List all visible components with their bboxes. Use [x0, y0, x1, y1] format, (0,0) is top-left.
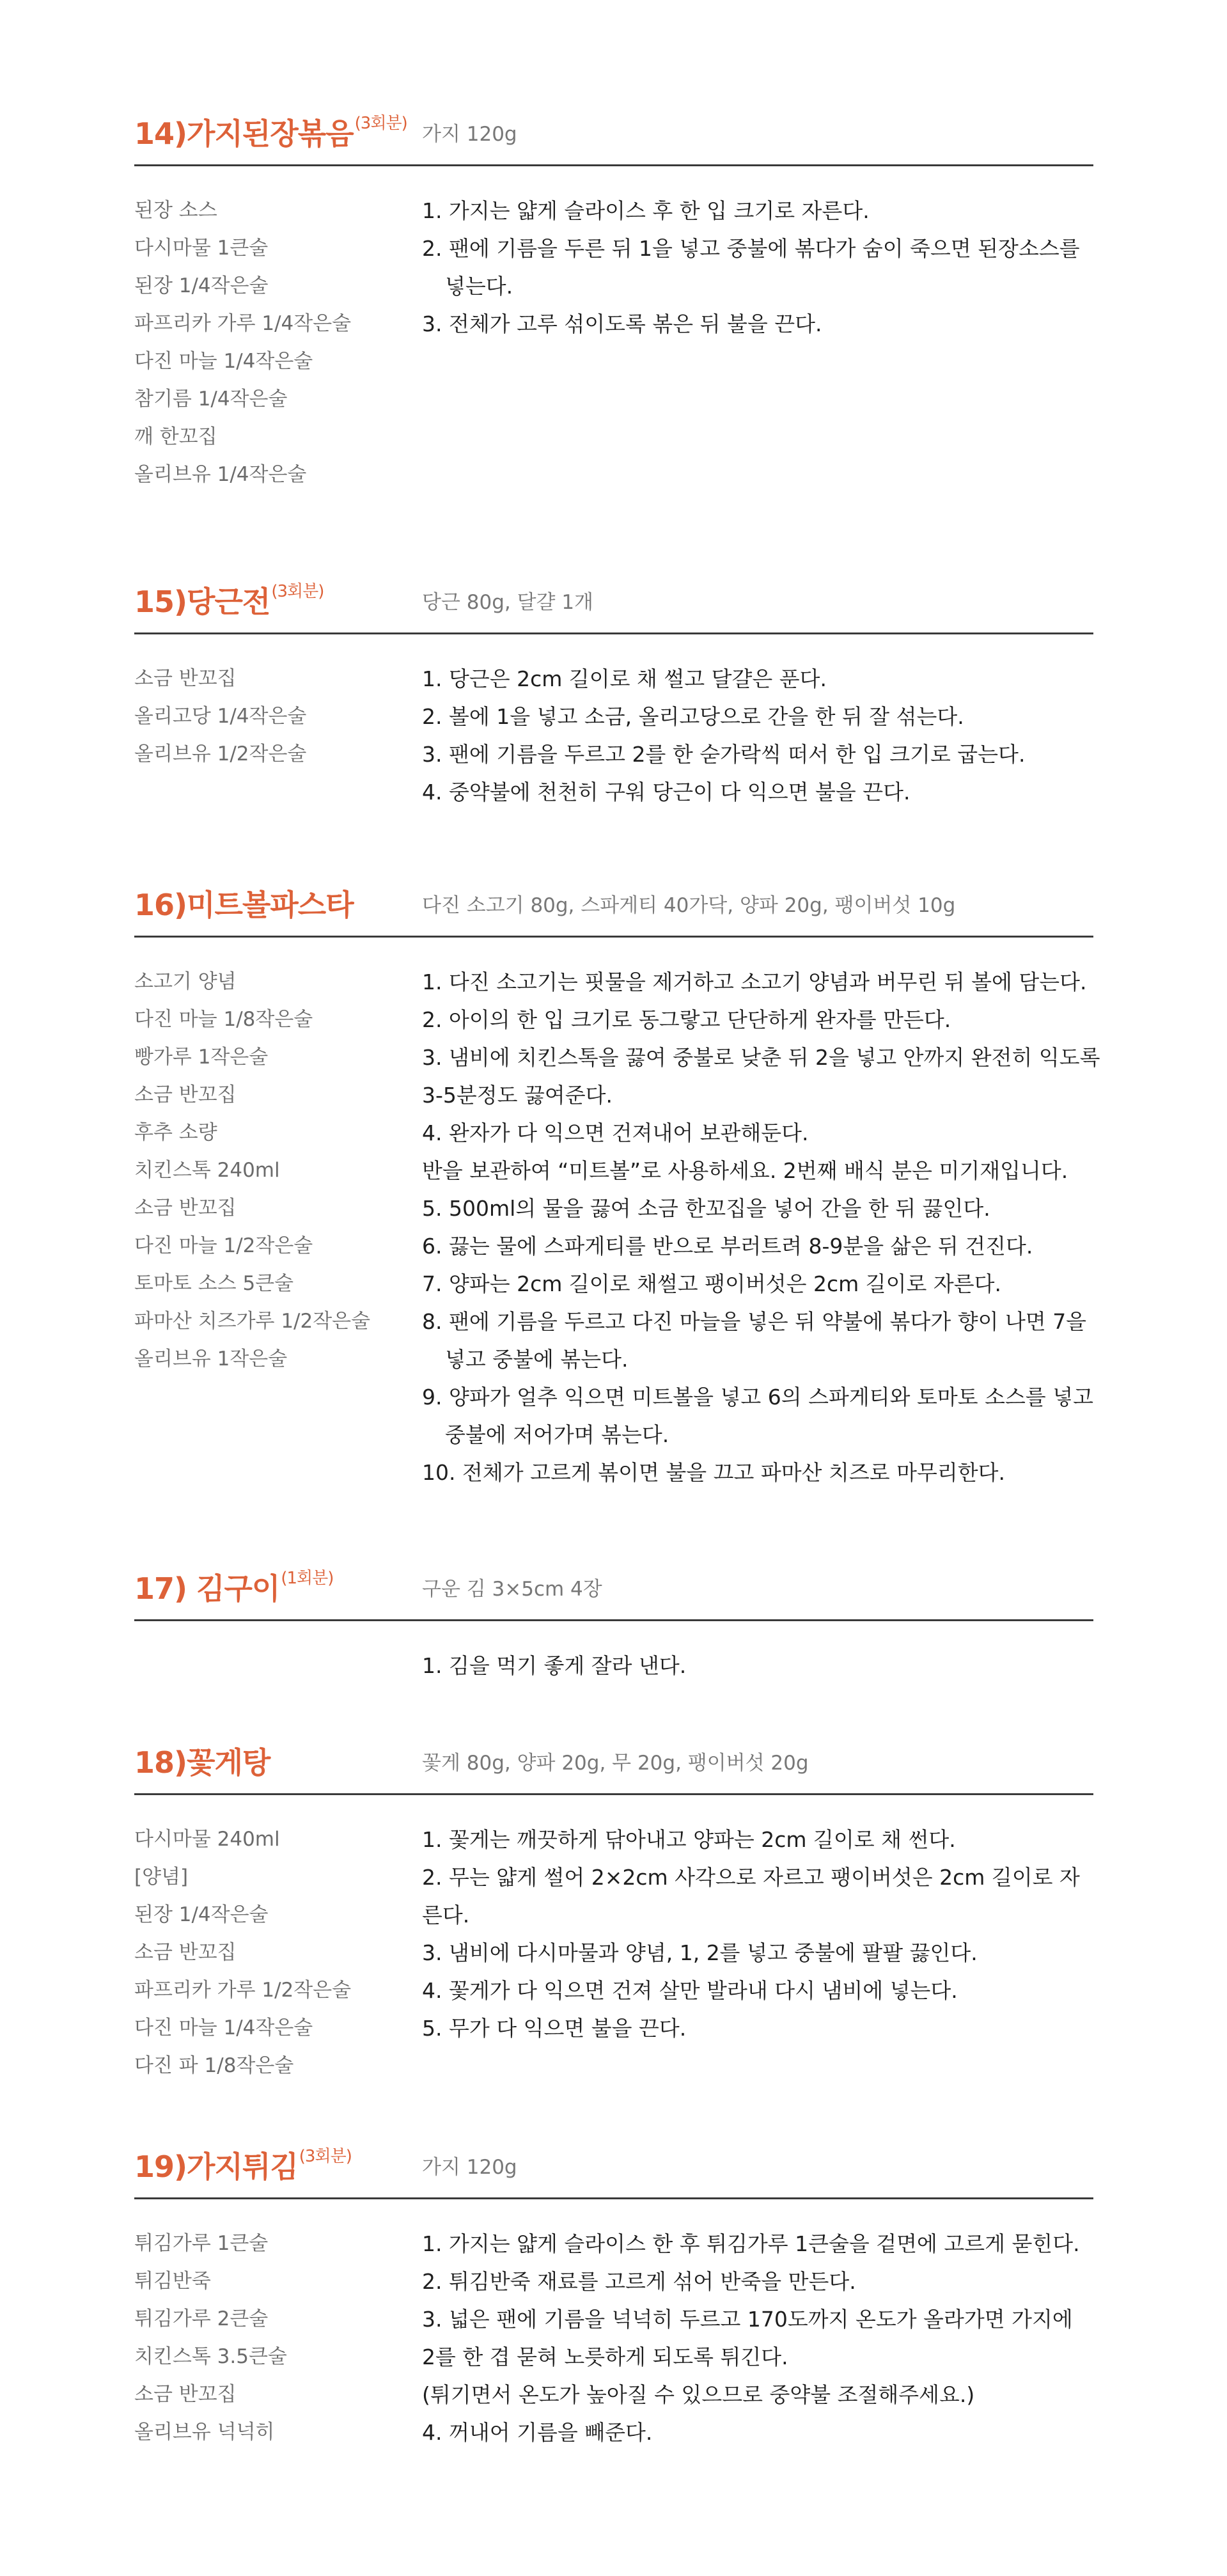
ingredient-list	[134, 660, 416, 773]
ingredient-item: 소금 반꼬집	[134, 1941, 237, 1964]
recipe-header	[134, 1570, 1093, 1621]
step-item: 9. 양파가 얼추 익으면 미트볼을 넣고 6의 스파게티와 토마토 소스를 넣고 중불에 저어가며 볶는다.	[422, 1378, 1100, 1454]
recipe-header	[134, 1744, 1093, 1795]
recipe-servings: (1회분)	[281, 1569, 334, 1588]
ingredient-list	[134, 192, 416, 494]
recipe-servings: (3회분)	[299, 2147, 352, 2166]
section-divider	[134, 1793, 1093, 1795]
step-list	[422, 660, 1100, 811]
ingredient-item: 튀김가루 1큰술	[134, 2232, 269, 2255]
ingredient-item: 올리브유 넉넉히	[134, 2421, 275, 2444]
step-item: 5. 500ml의 물을 끓여 소금 한꼬집을 넣어 간을 한 뒤 끓인다.	[422, 1196, 990, 1221]
step-continuation: 중불에 저어가며 볶는다.	[445, 1422, 669, 1447]
recipe-header	[134, 115, 1093, 166]
step-item: 2. 팬에 기름을 두른 뒤 1을 넣고 중불에 볶다가 숨이 죽으면 된장소스를 넣는다.	[422, 230, 1100, 305]
step-item: 3. 넓은 팬에 기름을 넉넉히 두르고 170도까지 온도가 올라가면 가지에	[422, 2307, 1073, 2332]
ingredient-item: 다시마물 1큰술	[134, 237, 269, 260]
recipe-section	[134, 114, 1093, 486]
section-divider	[134, 632, 1093, 634]
step-item: 4. 중약불에 천천히 구워 당근이 다 익으면 불을 끈다.	[422, 780, 910, 805]
step-item: 2. 튀김반죽 재료를 고르게 섞어 반죽을 만든다.	[422, 2269, 856, 2294]
step-item: 1. 가지는 얇게 슬라이스 한 후 튀김가루 1큰술을 겉면에 고르게 묻힌다.	[422, 2231, 1080, 2256]
section-divider	[134, 1619, 1093, 1621]
ingredient-item: 다진 마늘 1/4작은술	[134, 350, 313, 373]
step-item: 1. 꽃게는 깨끗하게 닦아내고 양파는 2cm 길이로 채 썬다.	[422, 1827, 956, 1852]
ingredient-item: 올리고당 1/4작은술	[134, 705, 307, 728]
step-list	[422, 192, 1100, 343]
step-continuation: 넣는다.	[445, 274, 513, 299]
recipe-title: 14)가지된장볶음$^{(3회분)}$	[134, 114, 407, 151]
ingredient-item: 튀김가루 2큰술	[134, 2307, 269, 2330]
ingredient-item: 소금 반꼬집	[134, 667, 237, 690]
ingredient-list	[134, 963, 416, 1378]
recipe-section	[134, 582, 1093, 805]
ingredient-list	[134, 2225, 416, 2451]
main-ingredients: 다진 소고기 80g, 스파게티 40가닥, 양파 20g, 팽이버섯 10g	[422, 894, 956, 917]
recipe-title: 16)미트볼파스타	[134, 888, 354, 922]
recipe-header	[134, 2148, 1093, 2199]
step-item: 른다.	[422, 1903, 470, 1928]
recipe-servings: (3회분)	[354, 114, 407, 133]
step-item: 1. 김을 먹기 좋게 잘라 낸다.	[422, 1653, 687, 1678]
step-list	[422, 963, 1100, 1491]
recipe-title: 15)당근전$^{(3회분)}$	[134, 582, 324, 619]
step-item: 1. 가지는 얇게 슬라이스 후 한 입 크기로 자른다.	[422, 198, 870, 223]
step-item: 6. 끓는 물에 스파게티를 반으로 부러트려 8-9분을 삶은 뒤 건진다.	[422, 1234, 1033, 1259]
step-continuation: 넣고 중불에 볶는다.	[445, 1347, 629, 1372]
step-note: 반을 보관하여 “미트볼”로 사용하세요. 2번째 배식 분은 미기재입니다.	[422, 1158, 1068, 1183]
step-item: 1. 다진 소고기는 핏물을 제거하고 소고기 양념과 버무린 뒤 볼에 담는다.	[422, 970, 1087, 994]
main-ingredients: 가지 120g	[422, 123, 517, 146]
ingredient-item: 다진 마늘 1/2작은술	[134, 1234, 313, 1257]
ingredient-item: 된장 1/4작은술	[134, 274, 269, 297]
ingredient-list	[134, 1821, 416, 2085]
ingredient-item: 튀김반죽	[134, 2270, 211, 2293]
recipe-section	[134, 2147, 1093, 2445]
ingredient-item: 다진 마늘 1/4작은술	[134, 2016, 313, 2039]
step-item: 1. 당근은 2cm 길이로 채 썰고 달걀은 푼다.	[422, 666, 827, 691]
step-item: 4. 꽃게가 다 익으면 건져 살만 발라내 다시 냄비에 넣는다.	[422, 1978, 958, 2003]
step-item: 7. 양파는 2cm 길이로 채썰고 팽이버섯은 2cm 길이로 자른다.	[422, 1271, 1002, 1296]
step-item: 5. 무가 다 익으면 불을 끈다.	[422, 2016, 687, 2041]
step-list	[422, 1647, 1100, 1685]
recipe-title: 18)꽃게탕	[134, 1745, 270, 1780]
section-divider	[134, 164, 1093, 166]
recipe-title: 19)가지튀김$^{(3회분)}$	[134, 2147, 352, 2184]
step-item: 2. 아이의 한 입 크기로 동그랗고 단단하게 완자를 만든다.	[422, 1007, 951, 1032]
step-item: 8. 팬에 기름을 두르고 다진 마늘을 넣은 뒤 약불에 볶다가 향이 나면 7을 넣고 중불에 볶는다.	[422, 1303, 1100, 1378]
step-list	[422, 1821, 1100, 2047]
ingredient-item: 다진 파 1/8작은술	[134, 2054, 294, 2077]
main-ingredients: 구운 김 3×5cm 4장	[422, 1578, 602, 1601]
ingredient-item: 소금 반꼬집	[134, 2383, 237, 2406]
recipe-title: 17) 김구이$^{(1회분)}$	[134, 1569, 334, 1606]
ingredient-item: 파프리카 가루 1/2작은술	[134, 1979, 352, 2002]
main-ingredients: 가지 120g	[422, 2156, 517, 2179]
step-item: 2를 한 겹 묻혀 노릇하게 되도록 튀긴다.	[422, 2344, 788, 2369]
step-item: 10. 전체가 고르게 볶이면 불을 끄고 파마산 치즈로 마무리한다.	[422, 1460, 1005, 1485]
ingredient-item: 토마토 소스 5큰술	[134, 1272, 294, 1295]
ingredient-item: 참기름 1/4작은술	[134, 388, 288, 411]
ingredient-item: 된장 1/4작은술	[134, 1903, 269, 1926]
ingredient-item: 파프리카 가루 1/4작은술	[134, 312, 352, 335]
ingredient-item: 다진 마늘 1/8작은술	[134, 1008, 313, 1031]
step-item: 3. 팬에 기름을 두르고 2를 한 숟가락씩 떠서 한 입 크기로 굽는다.	[422, 742, 1026, 767]
recipe-servings: (3회분)	[271, 582, 324, 601]
ingredient-item: 파마산 치즈가루 1/2작은술	[134, 1310, 371, 1333]
step-note: (튀기면서 온도가 높아질 수 있으므로 중약불 조절해주세요.)	[422, 2382, 975, 2407]
ingredient-item: 다시마물 240ml	[134, 1828, 280, 1851]
recipe-header	[134, 886, 1093, 938]
ingredient-item: 치킨스톡 240ml	[134, 1159, 280, 1182]
ingredient-item: 올리브유 1작은술	[134, 1347, 288, 1370]
ingredient-item: 된장 소스	[134, 199, 217, 222]
ingredient-item: 빵가루 1작은술	[134, 1046, 269, 1069]
recipe-section	[134, 1569, 1093, 1678]
step-item: 2. 볼에 1을 넣고 소금, 올리고당으로 간을 한 뒤 잘 섞는다.	[422, 704, 964, 729]
ingredient-item: [양념]	[134, 1865, 189, 1889]
step-item: 2. 무는 얇게 썰어 2×2cm 사각으로 자르고 팽이버섯은 2cm 길이로 자	[422, 1865, 1080, 1890]
ingredient-item: 깨 한꼬집	[134, 425, 217, 448]
step-item: 3. 전체가 고루 섞이도록 볶은 뒤 불을 끈다.	[422, 311, 822, 336]
ingredient-item: 올리브유 1/4작은술	[134, 463, 307, 486]
recipe-section	[134, 886, 1100, 1485]
step-item: 3. 냄비에 치킨스톡을 끓여 중불로 낮춘 뒤 2을 넣고 안까지 완전히 익도록	[422, 1045, 1100, 1070]
step-item: 3. 냄비에 다시마물과 양념, 1, 2를 넣고 중불에 팔팔 끓인다.	[422, 1940, 978, 1965]
section-divider	[134, 2197, 1093, 2199]
ingredient-item: 후추 소량	[134, 1121, 217, 1144]
recipe-section	[134, 1744, 1093, 2077]
recipe-header	[134, 583, 1093, 634]
step-item: 4. 완자가 다 익으면 건져내어 보관해둔다.	[422, 1120, 809, 1145]
step-item: 3-5분정도 끓여준다.	[422, 1083, 613, 1108]
main-ingredients: 당근 80g, 달걀 1개	[422, 591, 593, 614]
main-ingredients: 꽃게 80g, 양파 20g, 무 20g, 팽이버섯 20g	[422, 1752, 809, 1775]
ingredient-item: 소고기 양념	[134, 970, 237, 993]
ingredient-item: 소금 반꼬집	[134, 1083, 237, 1106]
ingredient-item: 올리브유 1/2작은술	[134, 742, 307, 766]
step-list	[422, 2225, 1100, 2451]
section-divider	[134, 936, 1093, 938]
ingredient-item: 치킨스톡 3.5큰술	[134, 2345, 287, 2368]
step-item: 4. 꺼내어 기름을 빼준다.	[422, 2420, 653, 2445]
ingredient-item: 소금 반꼬집	[134, 1197, 237, 1220]
